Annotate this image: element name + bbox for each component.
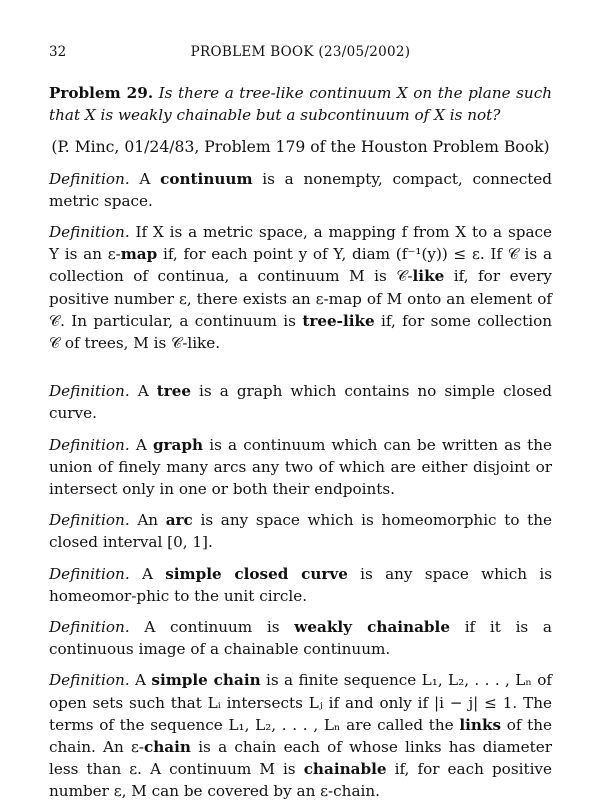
- definition-text: is any space which is homeomorphic to the closed interval [0, 1].: [49, 511, 552, 552]
- definition-lead: Definition.: [49, 618, 130, 637]
- definition-term: tree-like: [302, 311, 375, 330]
- definition-lead: Definition.: [49, 435, 130, 454]
- definition-pre: A: [137, 382, 157, 401]
- definition-graph: [49, 434, 552, 501]
- definition-term: simple closed curve: [165, 564, 348, 583]
- definition-term: map: [120, 245, 158, 264]
- definition-simple-closed-curve: [49, 563, 552, 607]
- definition-lead: Definition.: [49, 671, 130, 690]
- definition-text: if, for each positive number ε, M can be covered by an ε-chain.: [49, 760, 552, 801]
- definition-text: is any space which is homeomor-phic to the unit circle.: [49, 564, 552, 605]
- definition-text: if, for some collection 𝒞 of trees, M is 𝒞-like.: [49, 311, 552, 353]
- definition-pre: An: [137, 511, 166, 530]
- definition-term: arc: [165, 511, 193, 530]
- definition-lead: Definition.: [49, 223, 130, 242]
- definition-term: weakly chainable: [294, 618, 450, 637]
- definition-lead: Definition.: [49, 169, 130, 188]
- definition-pre: A: [141, 564, 166, 583]
- definition-text: A: [135, 671, 152, 690]
- definition-pre: A continuum is: [144, 618, 295, 637]
- definition-text: is a finite sequence L₁, L₂, . . . , Lₙ of open sets such that Lᵢ intersects Lⱼ if and only if |i − j| ≤ 1. The terms of the sequence L₁, L₂, . . . , Lₙ are called the: [49, 671, 553, 734]
- definition-text: is a graph which contains no simple closed curve.: [49, 382, 553, 423]
- definition-text: of the chain. An ε-: [49, 715, 553, 757]
- definition-term: graph: [152, 435, 204, 454]
- page-number: 32: [49, 44, 67, 60]
- definition-term: like: [412, 267, 445, 286]
- definition-lead: Definition.: [49, 382, 130, 401]
- definition-tree: [49, 380, 552, 424]
- definition-lead: Definition.: [49, 511, 130, 530]
- definition-text: if, for every positive number ε, there exists an ε-map of M onto an element of 𝒞. In particular, a continuum is: [49, 267, 552, 330]
- definition-text: if, for each point y of Y, diam (f⁻¹(y)) ≤ ε. If 𝒞 is a collection of continua, a continuum M is 𝒞-: [49, 245, 552, 286]
- definition-continuum: [49, 168, 552, 212]
- definition-term: chain: [144, 738, 191, 757]
- definition-lead: Definition.: [49, 564, 130, 583]
- definition-weakly-chainable: [49, 616, 552, 660]
- page-body: [49, 82, 552, 803]
- definition-arc: [49, 509, 552, 553]
- running-title: PROBLEM BOOK (23/05/2002): [190, 44, 411, 60]
- page-header: [49, 44, 552, 64]
- definition-text: if it is a continuous image of a chainable continuum.: [49, 618, 552, 659]
- problem-statement: [49, 82, 552, 126]
- definition-text: is a continuum which can be written as the union of finely many arcs any two of which are either disjoint or intersect only in one or both their endpoints.: [49, 435, 553, 499]
- definition-term: continuum: [160, 169, 253, 188]
- definition-term: simple chain: [151, 671, 261, 690]
- definition-text: is a chain each of whose links has diameter less than ε. A continuum M is: [49, 738, 552, 779]
- definition-term: tree: [156, 382, 192, 401]
- definition-text: is a nonempty, compact, connected metric space.: [49, 169, 553, 210]
- problem-citation: (P. Minc, 01/24/83, Problem 179 of the Houston Problem Book): [51, 138, 550, 157]
- definition-pre: A: [139, 169, 161, 188]
- definition-emap: [49, 221, 552, 354]
- problem-label: Problem 29.: [49, 84, 154, 102]
- definition-simple-chain: [49, 669, 552, 802]
- definition-term: links: [459, 715, 502, 734]
- definition-term: chainable: [303, 760, 387, 779]
- definition-pre: A: [135, 435, 153, 454]
- definition-text: If X is a metric space, a mapping f from X to a space Y is an ε-: [49, 223, 553, 264]
- problem-question: Is there a tree-like continuum X on the plane such that X is weakly chainable but a subcontinuum of X is not?: [49, 84, 552, 125]
